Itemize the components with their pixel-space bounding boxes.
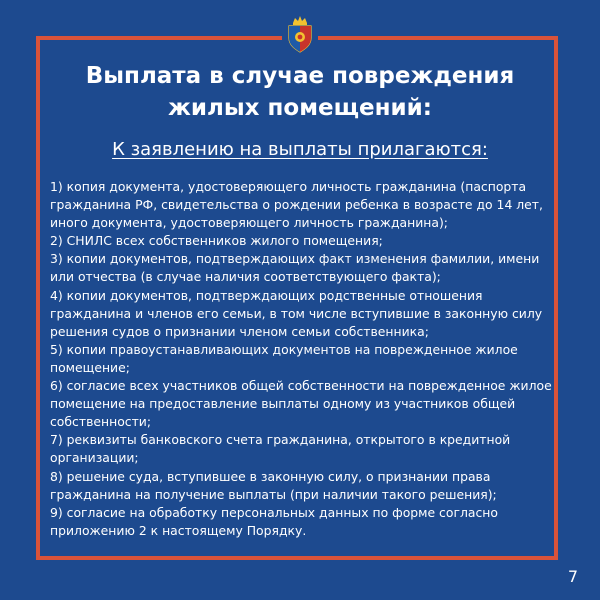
list-item: 4) копии документов, подтверждающих родственные отношения гражданина и членов его семьи, в том числе вступившие в законную силу решения судов о признании членом семьи собственника; xyxy=(50,287,543,339)
page-title: Выплата в случае повреждения жилых помещений: xyxy=(85,63,515,121)
list-item: 9) согласие на обработку персональных данных по форме согласно приложению 2 к настоящему Порядку. xyxy=(50,504,498,538)
page-number: 7 xyxy=(567,567,578,586)
coat-of-arms-icon xyxy=(282,12,318,56)
documents-list xyxy=(50,178,554,540)
list-item: 6) согласие всех участников общей собственности на поврежденное жилое помещение на предоставление выплаты одному из участников общей собственности; xyxy=(50,378,552,430)
section-subtitle: К заявлению на выплаты прилагаются: xyxy=(112,139,488,160)
list-item: 5) копии правоустанавливающих документов на поврежденное жилое помещение; xyxy=(50,341,518,375)
list-item: 7) реквизиты банковского счета гражданина, открытого в кредитной организации; xyxy=(50,432,511,466)
list-item: 2) СНИЛС всех собственников жилого помещения; xyxy=(50,233,383,249)
list-item: 8) решение суда, вступившее в законную силу, о признании права гражданина на получение выплаты (при наличии такого решения); xyxy=(50,468,497,502)
list-item: 3) копии документов, подтверждающих факт изменения фамилии, имени или отчества (в случае наличия соответствующего факта); xyxy=(50,251,540,285)
list-item: 1) копия документа, удостоверяющего личность гражданина (паспорта гражданина РФ, свидетельства о рождении ребенка в возрасте до 14 лет, иного документа, удостоверяющего личность гражданина); xyxy=(50,179,543,231)
coat-of-arms-graphic xyxy=(285,14,315,54)
